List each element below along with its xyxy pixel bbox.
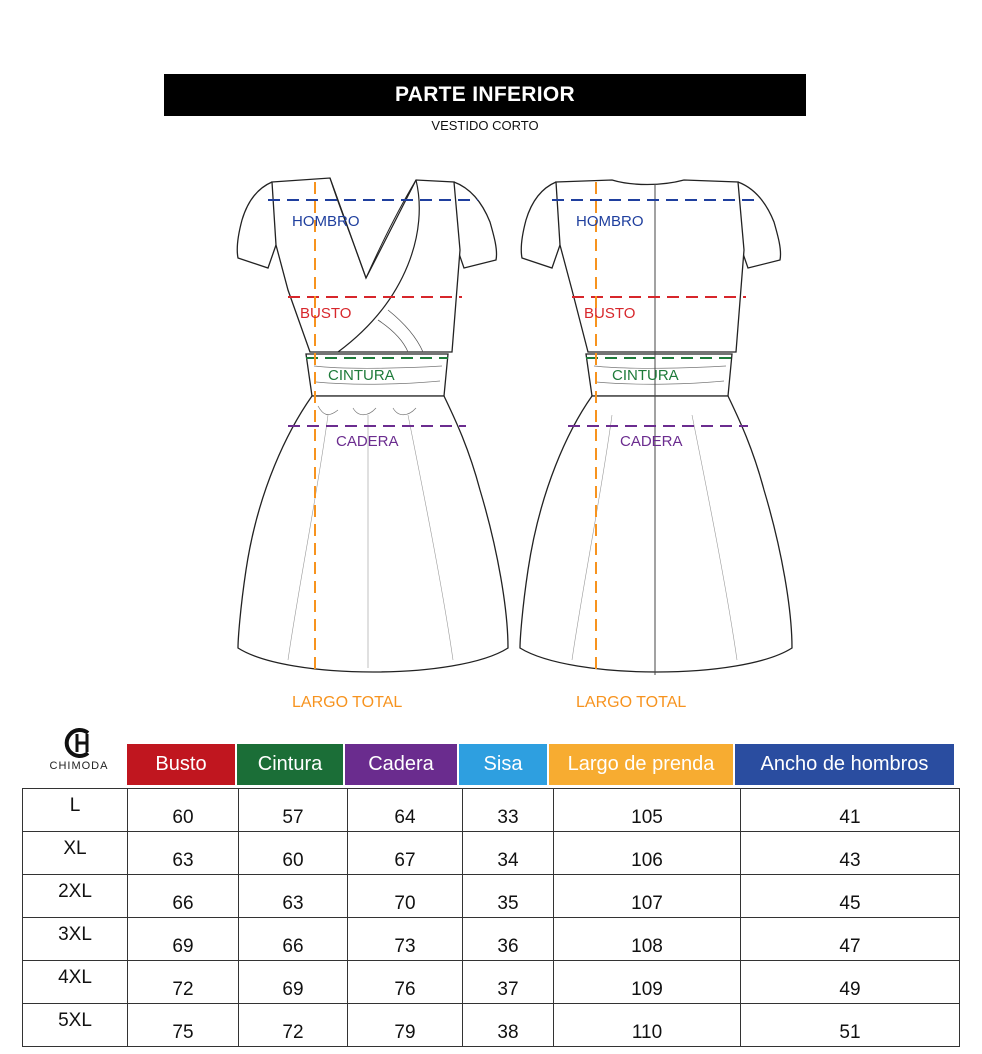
value-cell: 72 <box>239 1004 348 1047</box>
value-cell: 72 <box>128 961 239 1004</box>
value-cell: 43 <box>741 832 960 875</box>
busto-label: BUSTO <box>300 305 352 322</box>
header-busto: Busto <box>127 744 235 785</box>
value-cell: 108 <box>554 918 741 961</box>
header-sisa: Sisa <box>459 744 547 785</box>
value-cell: 109 <box>554 961 741 1004</box>
value-cell: 75 <box>128 1004 239 1047</box>
page-title: PARTE INFERIOR <box>164 74 806 116</box>
value-cell: 106 <box>554 832 741 875</box>
largo-total-label-back: LARGO TOTAL <box>576 694 687 711</box>
busto-label-back: BUSTO <box>584 305 636 322</box>
value-cell: 41 <box>741 789 960 832</box>
value-cell: 33 <box>463 789 554 832</box>
value-cell: 60 <box>128 789 239 832</box>
value-cell: 35 <box>463 875 554 918</box>
size-cell: 2XL <box>23 875 128 918</box>
value-cell: 36 <box>463 918 554 961</box>
value-cell: 66 <box>128 875 239 918</box>
size-cell: 5XL <box>23 1004 128 1047</box>
largo-total-label: LARGO TOTAL <box>292 694 403 711</box>
header-cintura: Cintura <box>237 744 343 785</box>
value-cell: 57 <box>239 789 348 832</box>
size-cell: 3XL <box>23 918 128 961</box>
header-ancho-de-hombros: Ancho de hombros <box>735 744 954 785</box>
table-row <box>23 918 960 961</box>
value-cell: 49 <box>741 961 960 1004</box>
cadera-label-back: CADERA <box>620 433 683 450</box>
header-cadera: Cadera <box>345 744 457 785</box>
value-cell: 63 <box>128 832 239 875</box>
brand-name: CHIMODA <box>49 760 109 772</box>
table-row <box>23 875 960 918</box>
value-cell: 34 <box>463 832 554 875</box>
cadera-label: CADERA <box>336 433 399 450</box>
value-cell: 63 <box>239 875 348 918</box>
dress-back-diagram <box>512 170 802 690</box>
cintura-label-back: CINTURA <box>612 367 679 384</box>
hombro-label: HOMBRO <box>292 213 360 230</box>
chimoda-logo-icon <box>62 726 96 760</box>
value-cell: 76 <box>348 961 463 1004</box>
value-cell: 37 <box>463 961 554 1004</box>
size-cell: L <box>23 789 128 832</box>
value-cell: 67 <box>348 832 463 875</box>
garment-subtitle: VESTIDO CORTO <box>431 118 539 133</box>
value-cell: 64 <box>348 789 463 832</box>
table-row <box>23 1004 960 1047</box>
table-row <box>23 789 960 832</box>
cintura-label: CINTURA <box>328 367 395 384</box>
value-cell: 69 <box>239 961 348 1004</box>
value-cell: 110 <box>554 1004 741 1047</box>
value-cell: 107 <box>554 875 741 918</box>
value-cell: 69 <box>128 918 239 961</box>
value-cell: 79 <box>348 1004 463 1047</box>
hombro-label-back: HOMBRO <box>576 213 644 230</box>
size-cell: 4XL <box>23 961 128 1004</box>
value-cell: 66 <box>239 918 348 961</box>
brand-logo <box>34 726 124 786</box>
value-cell: 70 <box>348 875 463 918</box>
size-cell: XL <box>23 832 128 875</box>
value-cell: 45 <box>741 875 960 918</box>
value-cell: 47 <box>741 918 960 961</box>
value-cell: 38 <box>463 1004 554 1047</box>
value-cell: 73 <box>348 918 463 961</box>
header-largo-de-prenda: Largo de prenda <box>549 744 733 785</box>
value-cell: 60 <box>239 832 348 875</box>
size-table <box>22 788 960 1047</box>
dress-front-diagram <box>228 170 518 690</box>
value-cell: 51 <box>741 1004 960 1047</box>
table-row <box>23 832 960 875</box>
value-cell: 105 <box>554 789 741 832</box>
table-row <box>23 961 960 1004</box>
